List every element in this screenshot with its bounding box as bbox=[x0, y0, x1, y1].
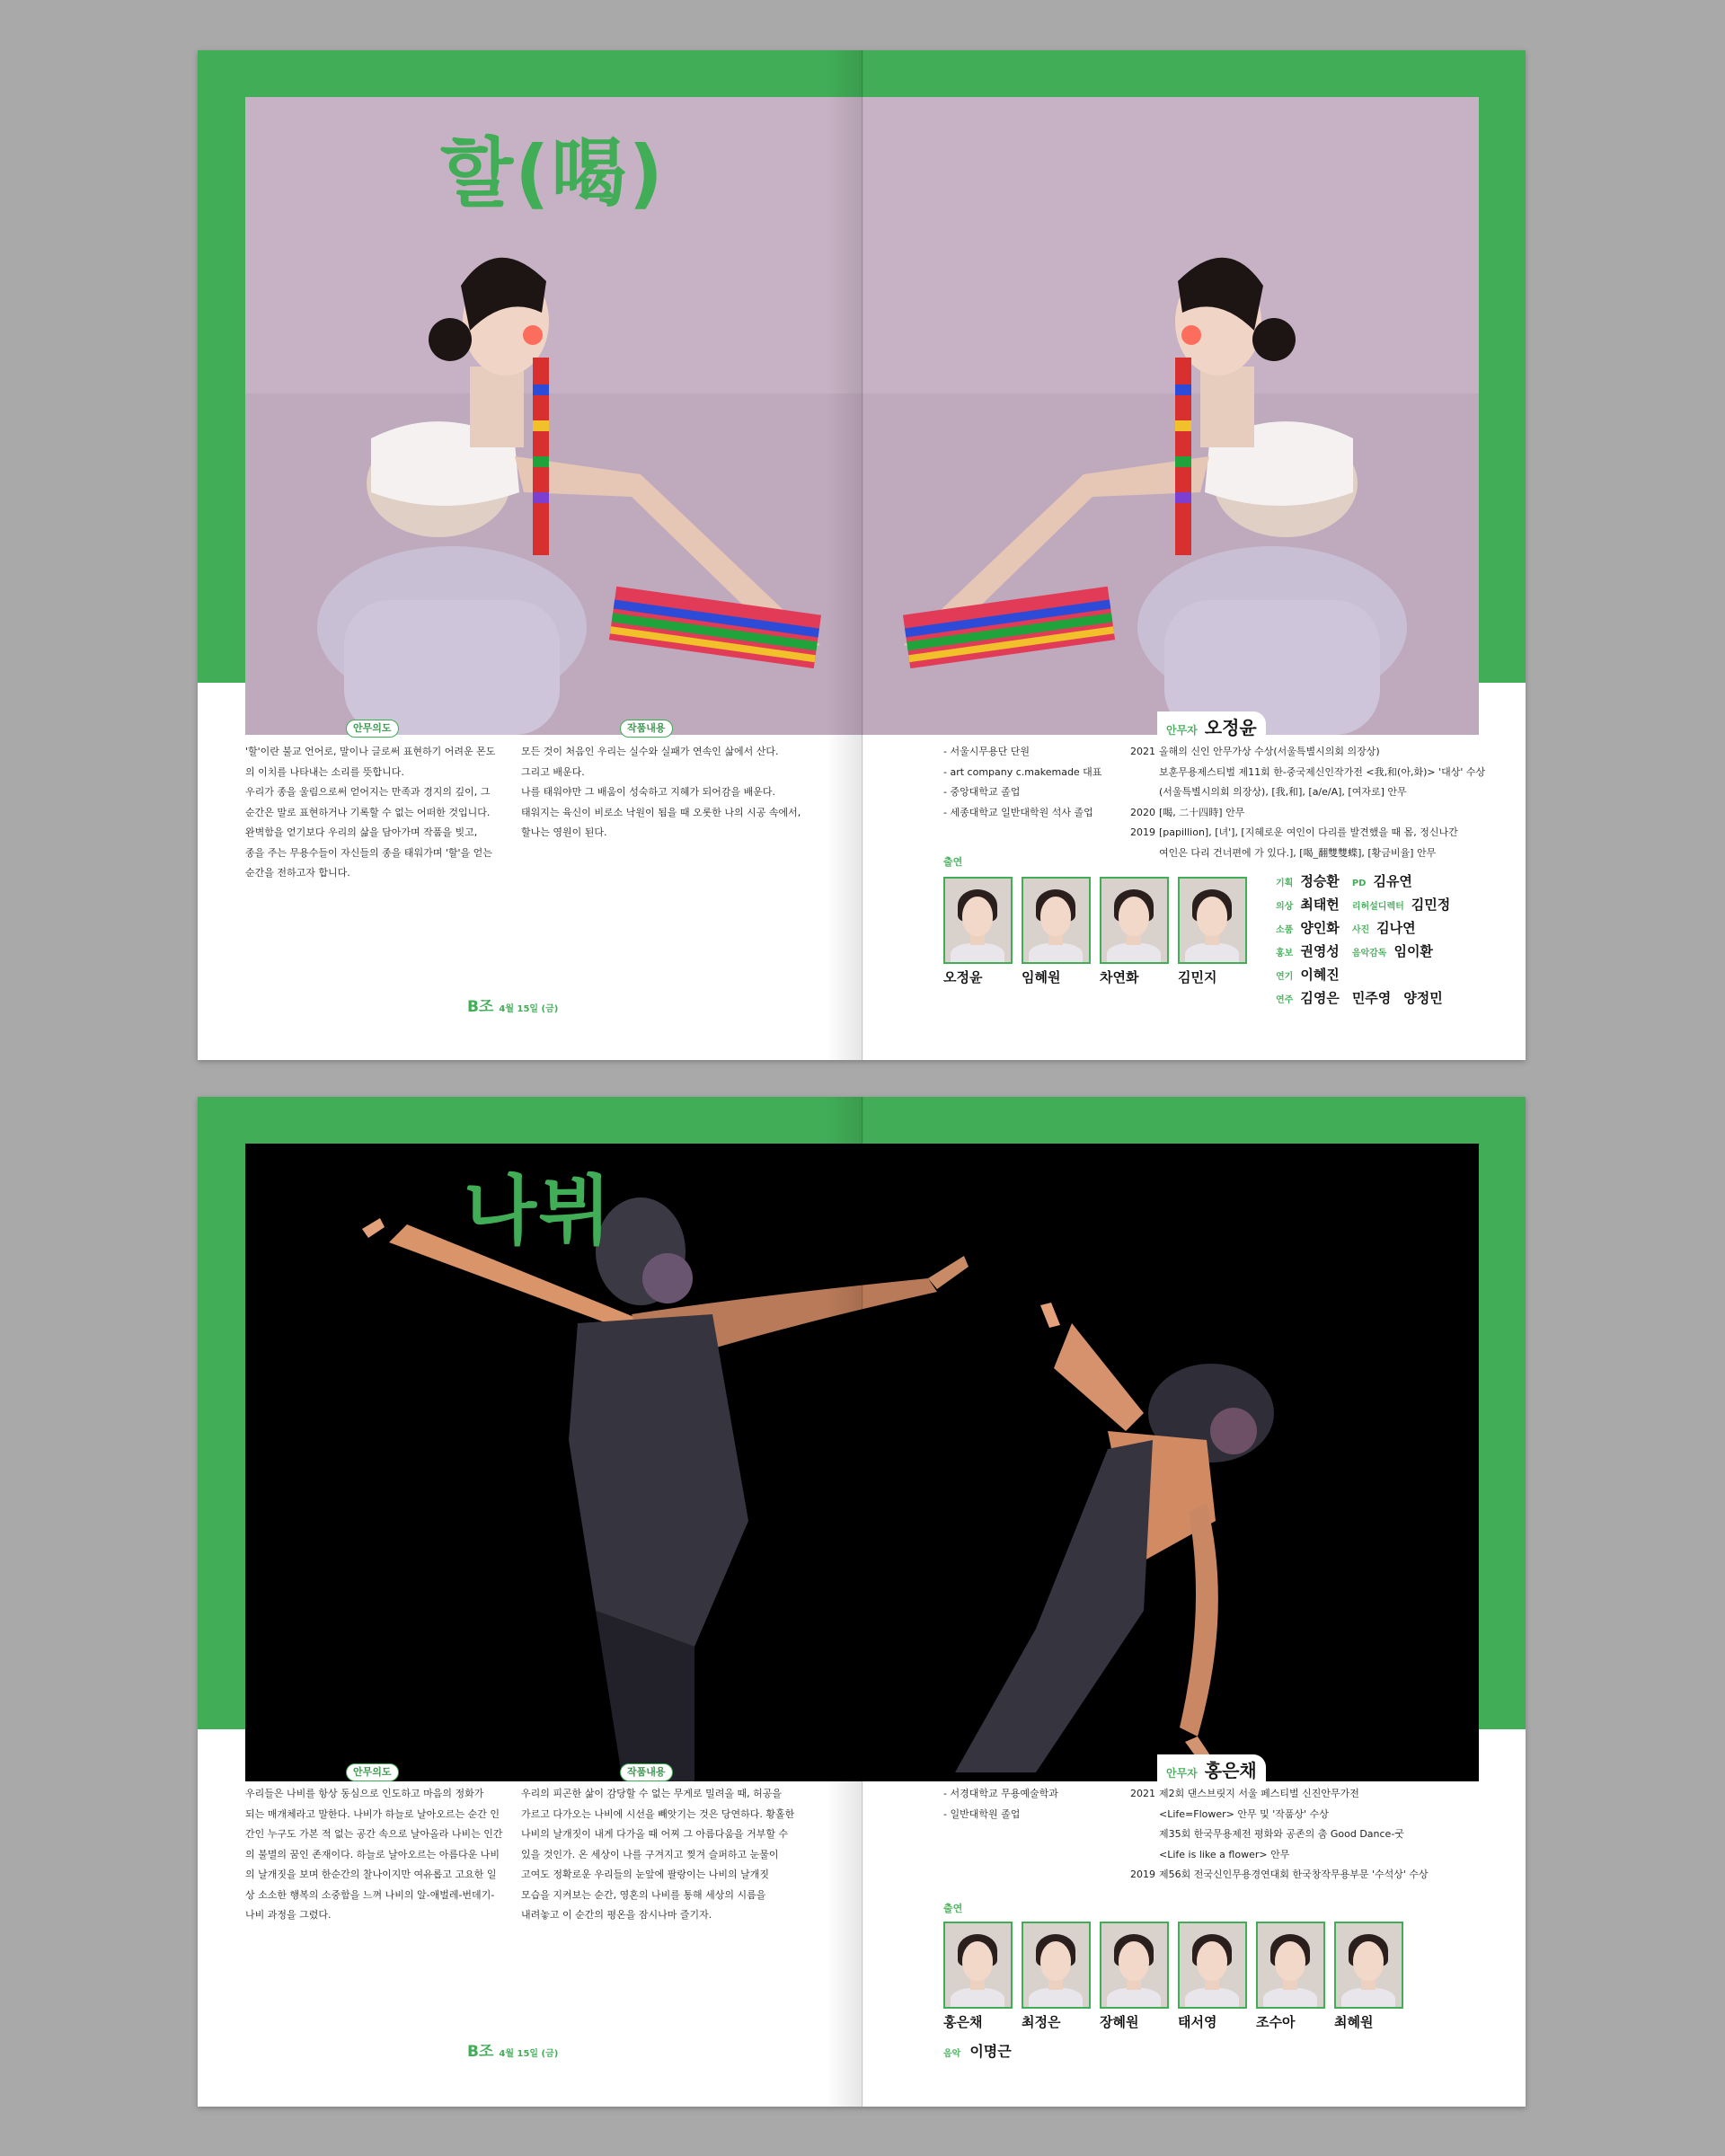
bio-item: - 세종대학교 일반대학원 석사 졸업 bbox=[943, 803, 1123, 824]
credit-role: 의상 bbox=[1276, 902, 1294, 912]
credit-name: 김유연 bbox=[1373, 873, 1412, 889]
cast-member bbox=[1100, 877, 1169, 986]
intent-line: 나비 과정을 그렸다. bbox=[245, 1909, 332, 1921]
award-text: 제35회 한국무용제전 평화와 공존의 춤 Good Dance-굿 bbox=[1159, 1828, 1404, 1840]
choreographer-label: 안무자 bbox=[1166, 724, 1198, 737]
intent-line: 순간은 말로 표현하거나 기록할 수 없는 어떠한 것입니다. bbox=[245, 806, 491, 818]
cast-name: 태서영 bbox=[1178, 2014, 1217, 2030]
intent-line: 종을 주는 무용수들이 자신들의 종을 태워가며 '할'을 얻는 bbox=[245, 846, 492, 859]
credit-row bbox=[1276, 871, 1455, 895]
cast-name: 차연화 bbox=[1100, 969, 1139, 985]
folio-group: B조 bbox=[467, 998, 494, 1016]
cast-member bbox=[1022, 1922, 1091, 2031]
choreographer-label: 안무자 bbox=[1166, 1767, 1198, 1780]
award-year: 2021 bbox=[1130, 746, 1155, 757]
credit-role: 사진 bbox=[1351, 925, 1370, 935]
music-credit bbox=[943, 2040, 1012, 2061]
intent-line: 완벽함을 얻기보다 우리의 삶을 담아가며 작품을 빚고, bbox=[245, 826, 478, 838]
credit-name: 민주영 bbox=[1351, 990, 1392, 1006]
credit-row bbox=[1276, 965, 1455, 988]
cast-list bbox=[943, 877, 1247, 986]
award-text: <Life is like a flower> 안무 bbox=[1159, 1848, 1290, 1860]
choreographer-name: 오정윤 bbox=[1204, 717, 1257, 738]
award-text: [喝, 二十四時] 안무 bbox=[1159, 806, 1245, 818]
cast-label: 출연 bbox=[943, 856, 963, 868]
award-row bbox=[1130, 782, 1499, 803]
content-line: 있을 것인가. 온 세상이 나를 구겨지고 찢겨 슬퍼하고 눈물이 bbox=[521, 1848, 779, 1860]
content-line: 고여도 정확로운 우리들의 눈앞에 팔랑이는 나비의 날개짓 bbox=[521, 1869, 770, 1880]
cast-member bbox=[1334, 1922, 1403, 2031]
award-row bbox=[1130, 1784, 1499, 1805]
content-line: 우리의 피곤한 삶이 감당할 수 없는 무게로 밀려올 때, 허공을 bbox=[521, 1788, 782, 1799]
credit-name: 양정민 bbox=[1403, 990, 1443, 1006]
credit-name: 임이환 bbox=[1393, 943, 1433, 959]
cast-member bbox=[1100, 1922, 1169, 2031]
spine bbox=[862, 1097, 863, 2107]
portrait-photo bbox=[1178, 1922, 1247, 2009]
credit-role: 리허설디렉터 bbox=[1351, 902, 1404, 912]
cast-list bbox=[943, 1922, 1403, 2031]
intent-line: 순간을 전하고자 합니다. bbox=[245, 867, 350, 879]
work-title: 나뷔 bbox=[464, 1167, 614, 1255]
cast-name: 최혜원 bbox=[1334, 2014, 1374, 2030]
credit-name: 최태헌 bbox=[1300, 897, 1340, 913]
award-year bbox=[1130, 1825, 1159, 1845]
choreographer-tag bbox=[1157, 711, 1266, 741]
bio-item: - 중앙대학교 졸업 bbox=[943, 782, 1123, 803]
cast-member bbox=[1022, 877, 1091, 986]
content-line: 내려놓고 이 순간의 평온을 잠시나마 즐기자. bbox=[521, 1909, 712, 1921]
intent-line: 간인 누구도 가본 적 없는 공간 속으로 날아올라 나비는 인간 bbox=[245, 1828, 503, 1840]
tag-intent: 안무의도 bbox=[346, 1763, 399, 1781]
credit-name: 이혜진 bbox=[1300, 967, 1340, 983]
intent-line: 우리가 종을 울림으로써 얻어지는 만족과 경지의 깊이, 그 bbox=[245, 786, 491, 798]
portrait-photo bbox=[943, 1922, 1013, 2009]
credit-role: 홍보 bbox=[1276, 949, 1294, 959]
award-text: 여인은 다리 건너편에 가 있다.], [喝_翻雙雙蝶], [황금비율] 안무 bbox=[1159, 846, 1437, 859]
brochure-spread-2 bbox=[198, 1097, 1526, 2107]
intent-line: 되는 매개체라고 말한다. 나비가 하늘로 날아오르는 순간 인 bbox=[245, 1807, 500, 1820]
award-row bbox=[1130, 823, 1499, 844]
content-line: 나비의 날개짓이 내게 다가올 때 어찌 그 아름다움을 거부할 수 bbox=[521, 1828, 789, 1840]
content-line: 나를 태워야만 그 배움이 성숙하고 지혜가 되어감을 배운다. bbox=[521, 786, 775, 798]
award-text: (서울특별시의회 의장상), [我,和], [a/e/A], [여자로] 안무 bbox=[1159, 786, 1407, 798]
bio-item: - 서울시무용단 단원 bbox=[943, 742, 1123, 763]
music-role: 음악 bbox=[943, 2049, 961, 2059]
award-row bbox=[1130, 742, 1499, 763]
content-line: 모든 것이 처음인 우리는 실수와 실패가 연속인 삶에서 산다. bbox=[521, 746, 779, 757]
credit-row bbox=[1276, 918, 1455, 941]
intent-text bbox=[245, 742, 497, 884]
award-row bbox=[1130, 803, 1499, 824]
folio-date: 4월 15일 (금) bbox=[499, 2049, 559, 2059]
intent-line: 의 불멸의 꿈인 존재이다. 하늘로 날아오르는 아름다운 나비 bbox=[245, 1848, 500, 1860]
production-credits bbox=[1276, 871, 1455, 1012]
portrait-photo bbox=[1256, 1922, 1325, 2009]
credit-name: 정승환 bbox=[1300, 873, 1340, 889]
spine bbox=[862, 50, 863, 1060]
credit-row bbox=[1276, 895, 1455, 918]
content-line: 모습을 지켜보는 순간, 영혼의 나비를 통해 세상의 시름을 bbox=[521, 1888, 766, 1901]
music-name: 이명근 bbox=[969, 2043, 1012, 2060]
cast-name: 장혜원 bbox=[1100, 2014, 1139, 2030]
award-text: 보훈무용제스티벌 제11회 한-중국제신인작가전 <我,和(아,화)> '대상' 수상 bbox=[1159, 765, 1486, 778]
credit-row bbox=[1276, 941, 1455, 965]
credit-role: 음악감독 bbox=[1351, 949, 1387, 959]
cast-name: 김민지 bbox=[1178, 969, 1217, 985]
folio bbox=[467, 994, 558, 1016]
work-title: 할(喝) bbox=[440, 129, 665, 217]
award-row bbox=[1130, 1845, 1499, 1866]
award-year bbox=[1130, 763, 1159, 783]
award-year: 2019 bbox=[1130, 1869, 1155, 1880]
portrait-photo bbox=[1100, 1922, 1169, 2009]
award-year: 2019 bbox=[1130, 826, 1155, 838]
intent-line: 상 소소한 행복의 소중함을 느껴 나비의 알-애벌레-번데기- bbox=[245, 1888, 495, 1901]
award-text: 올해의 신인 안무가상 수상(서울특별시의회 의장상) bbox=[1159, 746, 1380, 757]
cast-name: 최정은 bbox=[1022, 2014, 1061, 2030]
tag-content: 작품내용 bbox=[620, 1763, 673, 1781]
credit-row bbox=[1276, 988, 1455, 1012]
credit-role: 연주 bbox=[1276, 995, 1294, 1005]
portrait-photo bbox=[1100, 877, 1169, 964]
credit-name: 김영은 bbox=[1300, 990, 1340, 1006]
folio-group: B조 bbox=[467, 2043, 494, 2061]
credit-role: 소품 bbox=[1276, 925, 1294, 935]
cast-member bbox=[1178, 1922, 1247, 2031]
choreographer-bio bbox=[943, 742, 1123, 823]
cast-name: 조수아 bbox=[1256, 2014, 1296, 2030]
credit-name: 권영성 bbox=[1300, 943, 1340, 959]
award-text: 제2회 댄스브릿지 서울 페스티벌 신진안무가전 bbox=[1159, 1788, 1359, 1799]
cast-member bbox=[1256, 1922, 1325, 2031]
content-line: 할나는 영원이 된다. bbox=[521, 826, 607, 838]
choreographer-name: 홍은채 bbox=[1204, 1760, 1257, 1781]
intent-line: 우리들은 나비를 항상 동심으로 인도하고 마음의 정화가 bbox=[245, 1788, 484, 1799]
cast-member bbox=[1178, 877, 1247, 986]
intent-line: 의 이치를 나타내는 소리를 뜻합니다. bbox=[245, 765, 404, 778]
award-row bbox=[1130, 1825, 1499, 1845]
credit-name: 김나연 bbox=[1376, 920, 1416, 936]
content-line: 가르고 다가오는 나비에 시선을 빼앗기는 것은 당연하다. 황홀한 bbox=[521, 1807, 795, 1820]
portrait-photo bbox=[1178, 877, 1247, 964]
awards-list bbox=[1130, 742, 1499, 863]
choreographer-tag bbox=[1157, 1754, 1266, 1784]
credit-name: 양인화 bbox=[1300, 920, 1340, 936]
award-year bbox=[1130, 782, 1159, 803]
award-text: <Life=Flower> 안무 및 '작품상' 수상 bbox=[1159, 1807, 1329, 1820]
brochure-spread-1 bbox=[198, 50, 1526, 1060]
portrait-photo bbox=[1022, 1922, 1091, 2009]
award-year: 2020 bbox=[1130, 806, 1155, 818]
content-line: 태워지는 육신이 비로소 낙원이 됨을 때 오롯한 나의 시공 속에서, bbox=[521, 806, 801, 818]
bio-item: - 서경대학교 무용예술학과 bbox=[943, 1784, 1123, 1805]
bio-item: - art company c.makemade 대표 bbox=[943, 763, 1123, 783]
intent-line: 의 날개짓을 보며 한순간의 찰나이지만 여유롭고 고요한 일 bbox=[245, 1869, 497, 1880]
tag-content: 작품내용 bbox=[620, 720, 673, 738]
credit-role: PD bbox=[1351, 879, 1367, 888]
credit-role: 연기 bbox=[1276, 972, 1294, 982]
folio-date: 4월 15일 (금) bbox=[499, 1004, 559, 1014]
cast-member bbox=[943, 1922, 1013, 2031]
portrait-photo bbox=[1334, 1922, 1403, 2009]
folio bbox=[467, 2038, 558, 2061]
cast-name: 임혜원 bbox=[1022, 969, 1061, 985]
award-year bbox=[1130, 1805, 1159, 1825]
award-row bbox=[1130, 1805, 1499, 1825]
choreographer-bio bbox=[943, 1784, 1123, 1825]
award-text: 제56회 전국신인무용경연대회 한국창작무용부문 '수석상' 수상 bbox=[1159, 1869, 1429, 1880]
award-row bbox=[1130, 763, 1499, 783]
award-year bbox=[1130, 1845, 1159, 1866]
awards-list bbox=[1130, 1784, 1499, 1886]
cast-label: 출연 bbox=[943, 1903, 963, 1914]
credit-role: 기획 bbox=[1276, 879, 1294, 888]
content-text bbox=[521, 1784, 818, 1926]
award-row bbox=[1130, 844, 1499, 864]
bio-item: - 일반대학원 졸업 bbox=[943, 1805, 1123, 1825]
award-row bbox=[1130, 1865, 1499, 1886]
intent-line: '할'이란 불교 언어로, 말이나 글로써 표현하기 어려운 몬도 bbox=[245, 746, 496, 757]
award-text: [papillion], [녀'], [지혜로운 여인이 다리를 발견했을 때 몸, 정신나간 bbox=[1159, 826, 1458, 838]
tag-intent: 안무의도 bbox=[346, 720, 399, 738]
cast-name: 홍은채 bbox=[943, 2014, 983, 2030]
content-text bbox=[521, 742, 818, 844]
portrait-photo bbox=[943, 877, 1013, 964]
credit-name: 김민정 bbox=[1411, 897, 1451, 913]
cast-member bbox=[943, 877, 1013, 986]
intent-text bbox=[245, 1784, 510, 1926]
portrait-photo bbox=[1022, 877, 1091, 964]
award-year: 2021 bbox=[1130, 1788, 1155, 1799]
cast-name: 오정윤 bbox=[943, 969, 983, 985]
award-year bbox=[1130, 844, 1159, 864]
content-line: 그리고 배운다. bbox=[521, 765, 585, 778]
